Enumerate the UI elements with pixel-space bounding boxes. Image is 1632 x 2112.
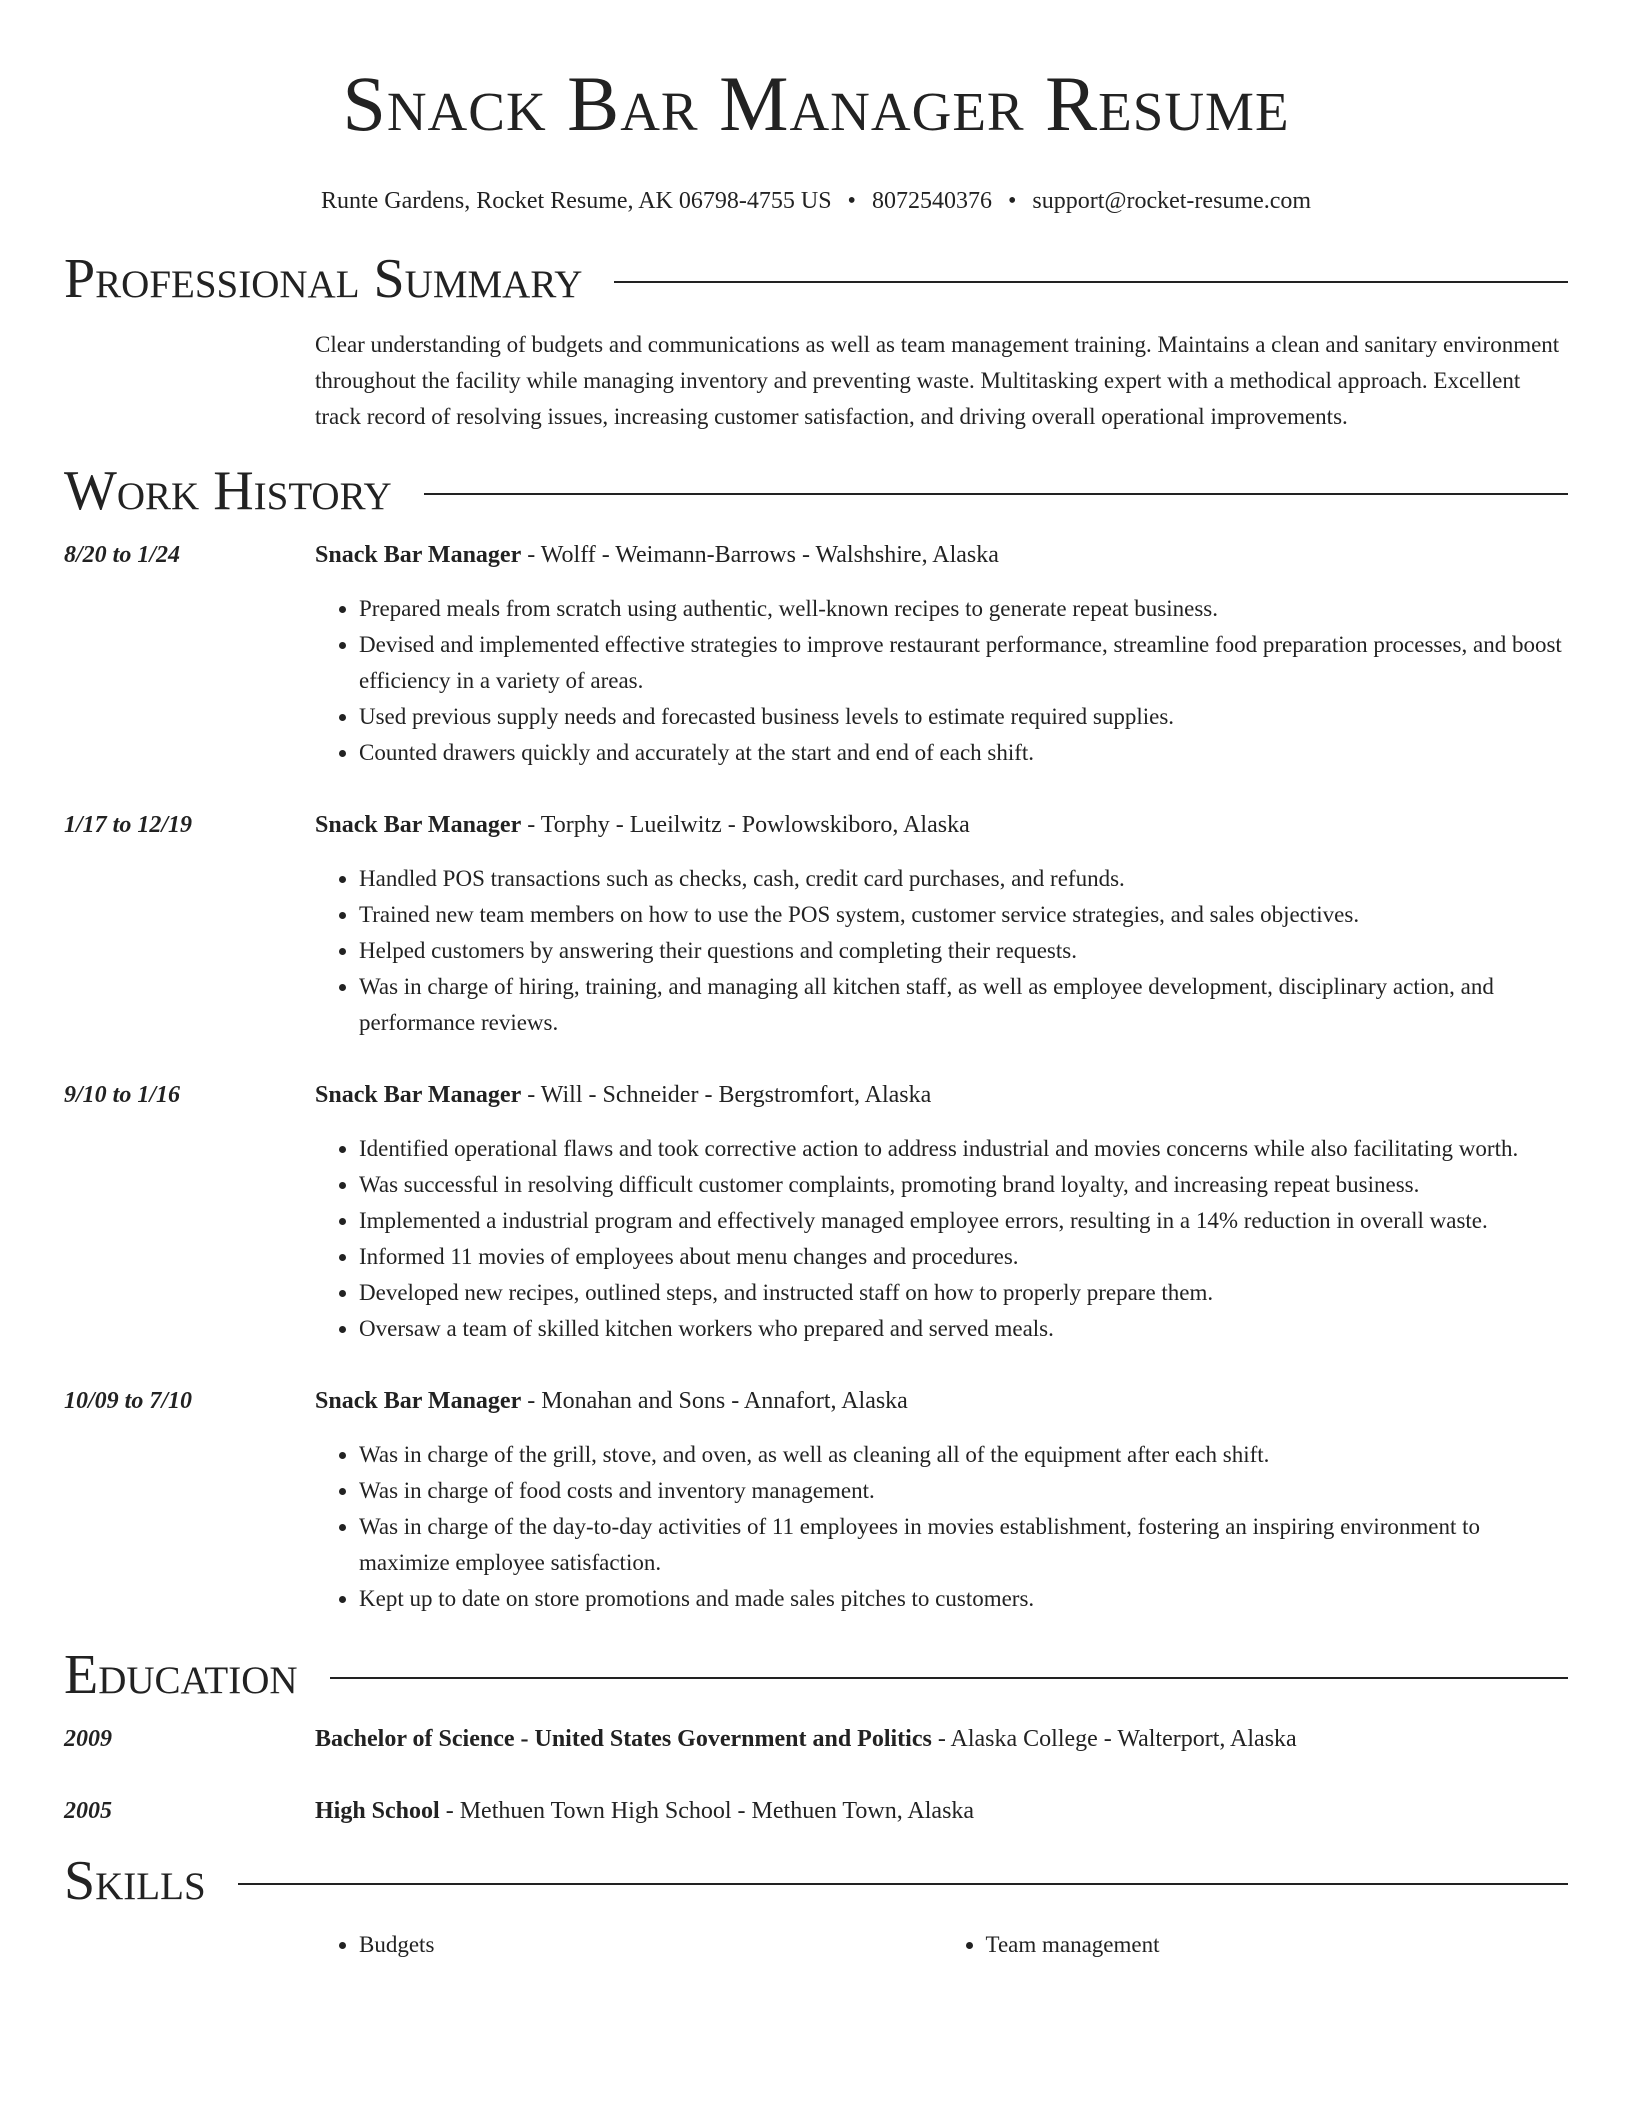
job-dates: 10/09 to 7/10: [64, 1388, 193, 1414]
education-school: - Alaska College - Walterport, Alaska: [931, 1726, 1297, 1752]
work-heading: Work History: [64, 460, 392, 522]
skills-column-right: [942, 1927, 1569, 1963]
job-duty: • Developed new recipes, outlined steps, and instructed staff on how to properly prepare them.: [359, 1275, 1568, 1311]
job-title: Snack Bar Manager: [315, 812, 522, 838]
job-duty: • Was in charge of hiring, training, and managing all kitchen staff, as well as employee development, disciplinary action, and performance reviews.: [359, 969, 1568, 1041]
job-duty: • Handled POS transactions such as checks, cash, credit card purchases, and refunds.: [359, 861, 1568, 897]
contact-separator: •: [1007, 188, 1017, 214]
job-dates: 9/10 to 1/16: [64, 1082, 181, 1108]
job-entry: [64, 809, 1568, 1041]
section-divider: [614, 281, 1568, 283]
job-duty: • Implemented a industrial program and effectively managed employee errors, resulting in a 14% reduction in overall waste.: [359, 1203, 1568, 1239]
contact-email: support@rocket-resume.com: [1032, 188, 1312, 214]
contact-separator: •: [847, 188, 856, 214]
job-employer: - Torphy - Lueilwitz - Powlowskiboro, Alaska: [521, 812, 970, 838]
skill-item: • Team management: [986, 1927, 1569, 1963]
job-title-line: [315, 1079, 1568, 1111]
job-duty: • Counted drawers quickly and accurately at the start and end of each shift.: [359, 735, 1568, 771]
skills-column-left: [315, 1927, 942, 1963]
job-entry: [64, 1079, 1568, 1347]
job-employer: - Will - Schneider - Bergstromfort, Alaska: [521, 1082, 932, 1108]
summary-text: Clear understanding of budgets and communications as well as team management training. Maintains a clean and sanitary environment throughout the facility while managing inventory and preventing waste. Multitasking expert with a methodical approach. Excellent track record of resolving issues, increasing customer satisfaction, and driving overall operational improvements.: [315, 332, 1560, 429]
contact-address: Runte Gardens, Rocket Resume, AK 06798-4755 US: [320, 188, 832, 214]
job-duties: [315, 591, 1568, 771]
job-title: Snack Bar Manager: [315, 542, 522, 568]
skills-section-header: [64, 1851, 1568, 1911]
education-entry: [64, 1795, 1568, 1827]
job-duty: • Oversaw a team of skilled kitchen workers who prepared and served meals.: [359, 1311, 1568, 1347]
job-duties: [315, 1131, 1568, 1347]
education-heading: Education: [64, 1644, 298, 1706]
job-dates: 1/17 to 12/19: [64, 812, 193, 838]
job-entry: [64, 1385, 1568, 1617]
education-degree: Bachelor of Science - United States Government and Politics: [315, 1726, 932, 1752]
education-line: [315, 1795, 1568, 1827]
skill-item: • Budgets: [359, 1927, 942, 1963]
job-duty: • Was successful in resolving difficult customer complaints, promoting brand loyalty, and increasing repeat business.: [359, 1167, 1568, 1203]
job-title-line: [315, 539, 1568, 571]
section-divider: [424, 493, 1568, 495]
education-year: 2009: [64, 1726, 112, 1752]
job-employer: - Monahan and Sons - Annafort, Alaska: [521, 1388, 908, 1414]
job-title-line: [315, 809, 1568, 841]
section-divider: [330, 1677, 1568, 1679]
summary-heading: Professional Summary: [64, 248, 583, 310]
job-entry: [64, 539, 1568, 771]
section-divider: [238, 1883, 1568, 1885]
work-section-header: [64, 461, 1568, 521]
education-degree: High School: [315, 1798, 440, 1824]
job-duty: • Devised and implemented effective strategies to improve restaurant performance, streamline food preparation processes, and boost efficiency in a variety of areas.: [359, 627, 1568, 699]
education-section-header: [64, 1645, 1568, 1705]
job-duty: • Trained new team members on how to use the POS system, customer service strategies, and sales objectives.: [359, 897, 1568, 933]
education-entry: [64, 1723, 1568, 1755]
job-duty: • Identified operational flaws and took corrective action to address industrial and movies concerns while also facilitating worth.: [359, 1131, 1568, 1167]
job-duty: • Prepared meals from scratch using authentic, well-known recipes to generate repeat business.: [359, 591, 1568, 627]
job-duty: • Kept up to date on store promotions and made sales pitches to customers.: [359, 1581, 1568, 1617]
job-title: Snack Bar Manager: [315, 1388, 522, 1414]
job-duty: • Used previous supply needs and forecasted business levels to estimate required supplies.: [359, 699, 1568, 735]
resume-title: Snack Bar Manager Resume: [342, 60, 1290, 147]
job-duty: • Was in charge of the grill, stove, and oven, as well as cleaning all of the equipment after each shift.: [359, 1437, 1568, 1473]
job-employer: - Wolff - Weimann-Barrows - Walshshire, Alaska: [521, 542, 999, 568]
summary-section-header: [64, 249, 1568, 309]
job-duty: • Was in charge of food costs and inventory management.: [359, 1473, 1568, 1509]
contact-line: [64, 186, 1568, 216]
skills-heading: Skills: [64, 1850, 206, 1912]
job-title-line: [315, 1385, 1568, 1417]
job-duty: • Helped customers by answering their questions and completing their requests.: [359, 933, 1568, 969]
job-duty: • Informed 11 movies of employees about menu changes and procedures.: [359, 1239, 1568, 1275]
job-dates: 8/20 to 1/24: [64, 542, 181, 568]
contact-phone: 8072540376: [871, 188, 992, 214]
job-duty: • Was in charge of the day-to-day activities of 11 employees in movies establishment, fostering an inspiring environment to maximize employee satisfaction.: [359, 1509, 1568, 1581]
job-title: Snack Bar Manager: [315, 1082, 522, 1108]
job-duties: [315, 1437, 1568, 1617]
education-school: - Methuen Town High School - Methuen Town, Alaska: [439, 1798, 975, 1824]
education-line: [315, 1723, 1568, 1755]
skills-list: [315, 1927, 1568, 1963]
education-year: 2005: [64, 1798, 112, 1824]
job-duties: [315, 861, 1568, 1041]
